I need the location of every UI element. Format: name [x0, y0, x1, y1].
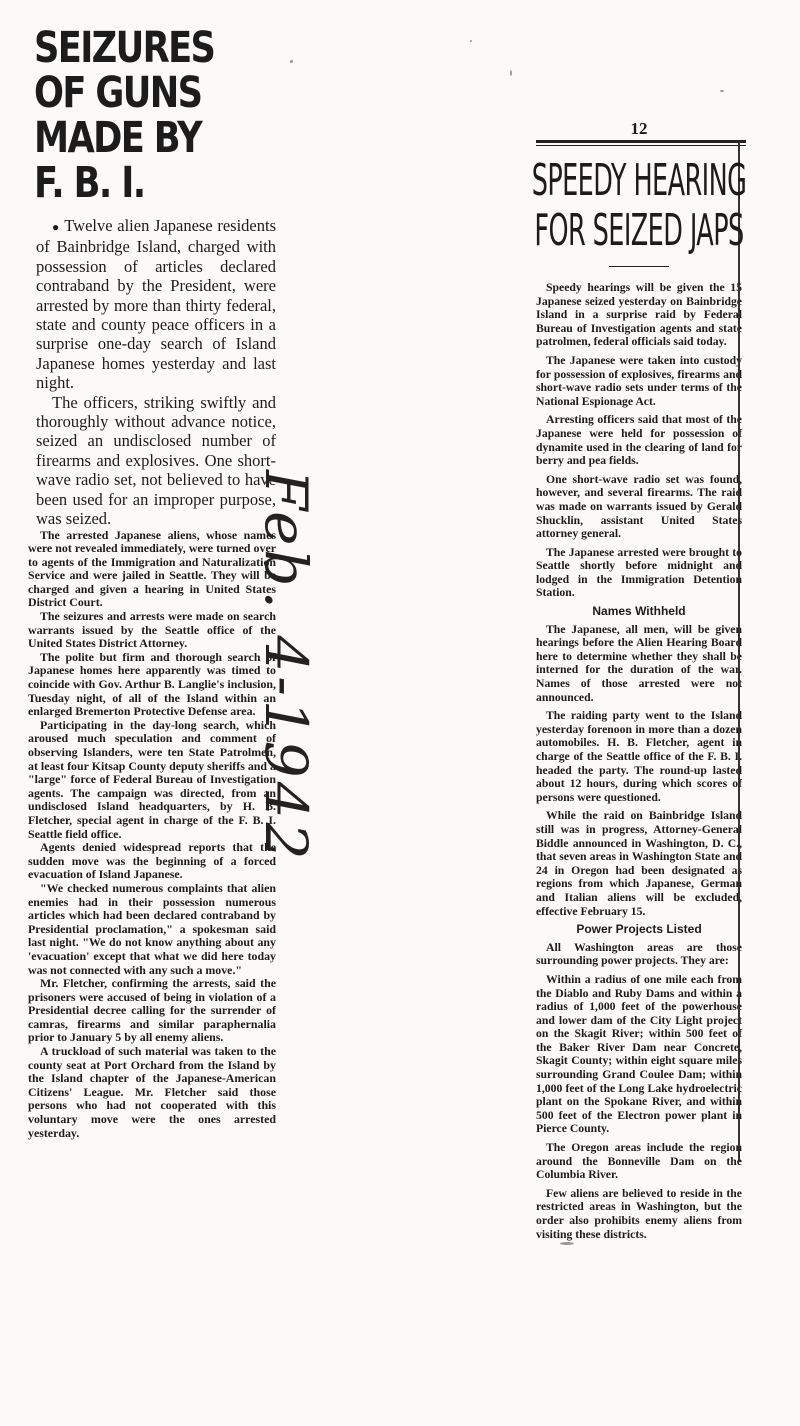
right-headline-line-1: SPEEDY HEARING	[531, 155, 747, 206]
body-paragraph: The seizures and arrests were made on search warrants issued by the Seattle office of the United States District Attorney.	[28, 609, 276, 651]
body-paragraph: The Oregon areas include the region around the Bonneville Dam on the Columbia River.	[536, 1141, 742, 1182]
body-paragraph: The arrested Japanese aliens, whose names were not revealed immediately, were turned over to agents of the Immigration and Naturalization Service and were jailed in Seattle. They will be charged and given a hearing in United States District Court.	[28, 527, 276, 610]
body-paragraph: All Washington areas are those surrounding power projects. They are:	[536, 940, 742, 968]
left-body	[28, 529, 276, 1141]
right-clipping	[530, 120, 748, 1248]
subhead-names-withheld: Names Withheld	[592, 604, 686, 619]
body-paragraph: Speedy hearings will be given the 15 Japanese seized yesterday on Bainbridge Island in a surprise raid by Federal Bureau of Investigation agents and state patrolmen, federal officials said today.	[536, 281, 742, 349]
left-headline: SEIZURES OF GUNS MADE BY F. B. I.	[34, 23, 215, 208]
body-paragraph: "We checked numerous complaints that alien enemies had in their possession numerous articles which had been declared contraband by Presidential proclamation," a spokesman said last night. "We do not know anything about any 'evacuation' except that what we did here today was not connected with any such a move."	[28, 880, 276, 977]
body-paragraph: The Japanese were taken into custody for possession of explosives, firearms and short-wave radio sets under terms of the National Espionage Act.	[536, 353, 742, 408]
body-paragraph: Agents denied widespread reports that the sudden move was the beginning of a forced evacuation of Island Japanese.	[28, 840, 276, 882]
body-paragraph: One short-wave radio set was found, however, and several firearms. The raid was made on warrants issued by Gerald Shucklin, assistant United States attorney general.	[536, 472, 742, 541]
subhead-power-projects: Power Projects Listed	[576, 922, 702, 937]
lead-paragraph-2: The officers, striking swiftly and thoroughly without advance notice, seized an undisclosed number of firearms and explosives. One short-wave radio set, not believed to have been used for an improper purpose, was seized.	[36, 392, 276, 529]
scan-speck	[470, 40, 472, 42]
top-rule-thin	[536, 145, 746, 146]
scan-speck	[560, 1242, 574, 1245]
body-paragraph: Participating in the day-long search, which aroused much speculation and comment of observing Islanders, were ten State Patrolmen, at least four Kitsap County deputy sheriffs and a "large" force of Federal Bureau of Investigation agents. The campaign was directed, from an undisclosed Island headquarters, by H. B. Fletcher, special agent in charge of the F. B. I. Seattle field office.	[28, 717, 276, 841]
lead-paragraph-1: ● Twelve alien Japanese residents of Bainbridge Island, charged with possession of articles declared contraband by the President, were arrested by more than thirty federal, state and county peace officers in a surprise one-day search of Island Japanese homes yesterday and last night.	[36, 216, 277, 393]
column-rule	[738, 142, 740, 1162]
body-paragraph: The raiding party went to the Island yesterday forenoon in more than a dozen automobiles. H. B. Fletcher, agent in charge of the Seattle office of the F. B. I. headed the party. The round-up lasted about 12 hours, during which scores of persons were questioned.	[536, 709, 742, 804]
scan-speck	[720, 90, 724, 92]
body-paragraph: Few aliens are believed to reside in the restricted areas in Washington, but the order also prohibits enemy aliens from visiting these districts.	[536, 1186, 742, 1241]
body-paragraph: Arresting officers said that most of the Japanese were held for possession of dynamite used in the clearing of land for berry and pea fields.	[536, 413, 742, 468]
body-paragraph: Mr. Fletcher, confirming the arrests, said the prisoners were accused of being in violation of a Presidential decree calling for the surrender of camras, firearms and similar paraphernalia prior to January 5 by all enemy aliens.	[28, 976, 276, 1045]
right-headline	[529, 156, 748, 256]
body-paragraph: The Japanese arrested were brought to Seattle shortly before midnight and lodged in the Immigration Detention Station.	[536, 545, 742, 600]
scan-speck	[290, 60, 293, 63]
handwritten-date: Feb. 4-1942	[252, 470, 320, 864]
top-rule	[536, 140, 746, 143]
page-number: 12	[630, 119, 648, 138]
right-headline-line-2: FOR SEIZED JAPS	[534, 205, 744, 256]
left-lead	[36, 216, 276, 529]
body-paragraph: The polite but firm and thorough search of Japanese homes here apparently was timed to coincide with Gov. Arthur B. Langlie's inclusion, Tuesday night, of all of the Island within an enlarged Bremerton Protective Defense area.	[28, 649, 276, 719]
body-paragraph: A truckload of such material was taken to the county seat at Port Orchard from the Island by the Island chapter of the Japanese-American Citizens' League. Mr. Fletcher said those persons who had not cooperated with this voluntary move were the ones arrested yesterday.	[28, 1044, 276, 1140]
body-paragraph: The Japanese, all men, will be given hearings before the Alien Hearing Board here to determine whether they shall be interned for the duration of the war. Names of those arrested were not announced.	[536, 622, 742, 704]
body-paragraph: While the raid on Bainbridge Island still was in progress, Attorney-General Biddle announced in Washington, D. C., that seven areas in Washington State and 24 in Oregon had been designated as regions from which Japanese, German and Italian aliens will be excluded, effective February 15.	[536, 809, 742, 918]
right-body	[536, 281, 742, 1241]
headline-rule	[609, 266, 669, 267]
left-clipping	[14, 22, 276, 1418]
scan-speck	[510, 70, 512, 76]
body-paragraph: Within a radius of one mile each from the Diablo and Ruby Dams and within a radius of 1,000 feet of the powerhouse and lower dam of the City Light project on the Skagit River; within 500 feet of the Baker River Dam near Concrete, Skagit County; within eight square miles surrounding Grand Coulee Dam; within 1,000 feet of the Long Lake hydroelectric plant on the Spokane River, and within 500 feet of the Electron power plant in Pierce County.	[536, 972, 742, 1136]
bullet-icon: ●	[52, 220, 60, 234]
